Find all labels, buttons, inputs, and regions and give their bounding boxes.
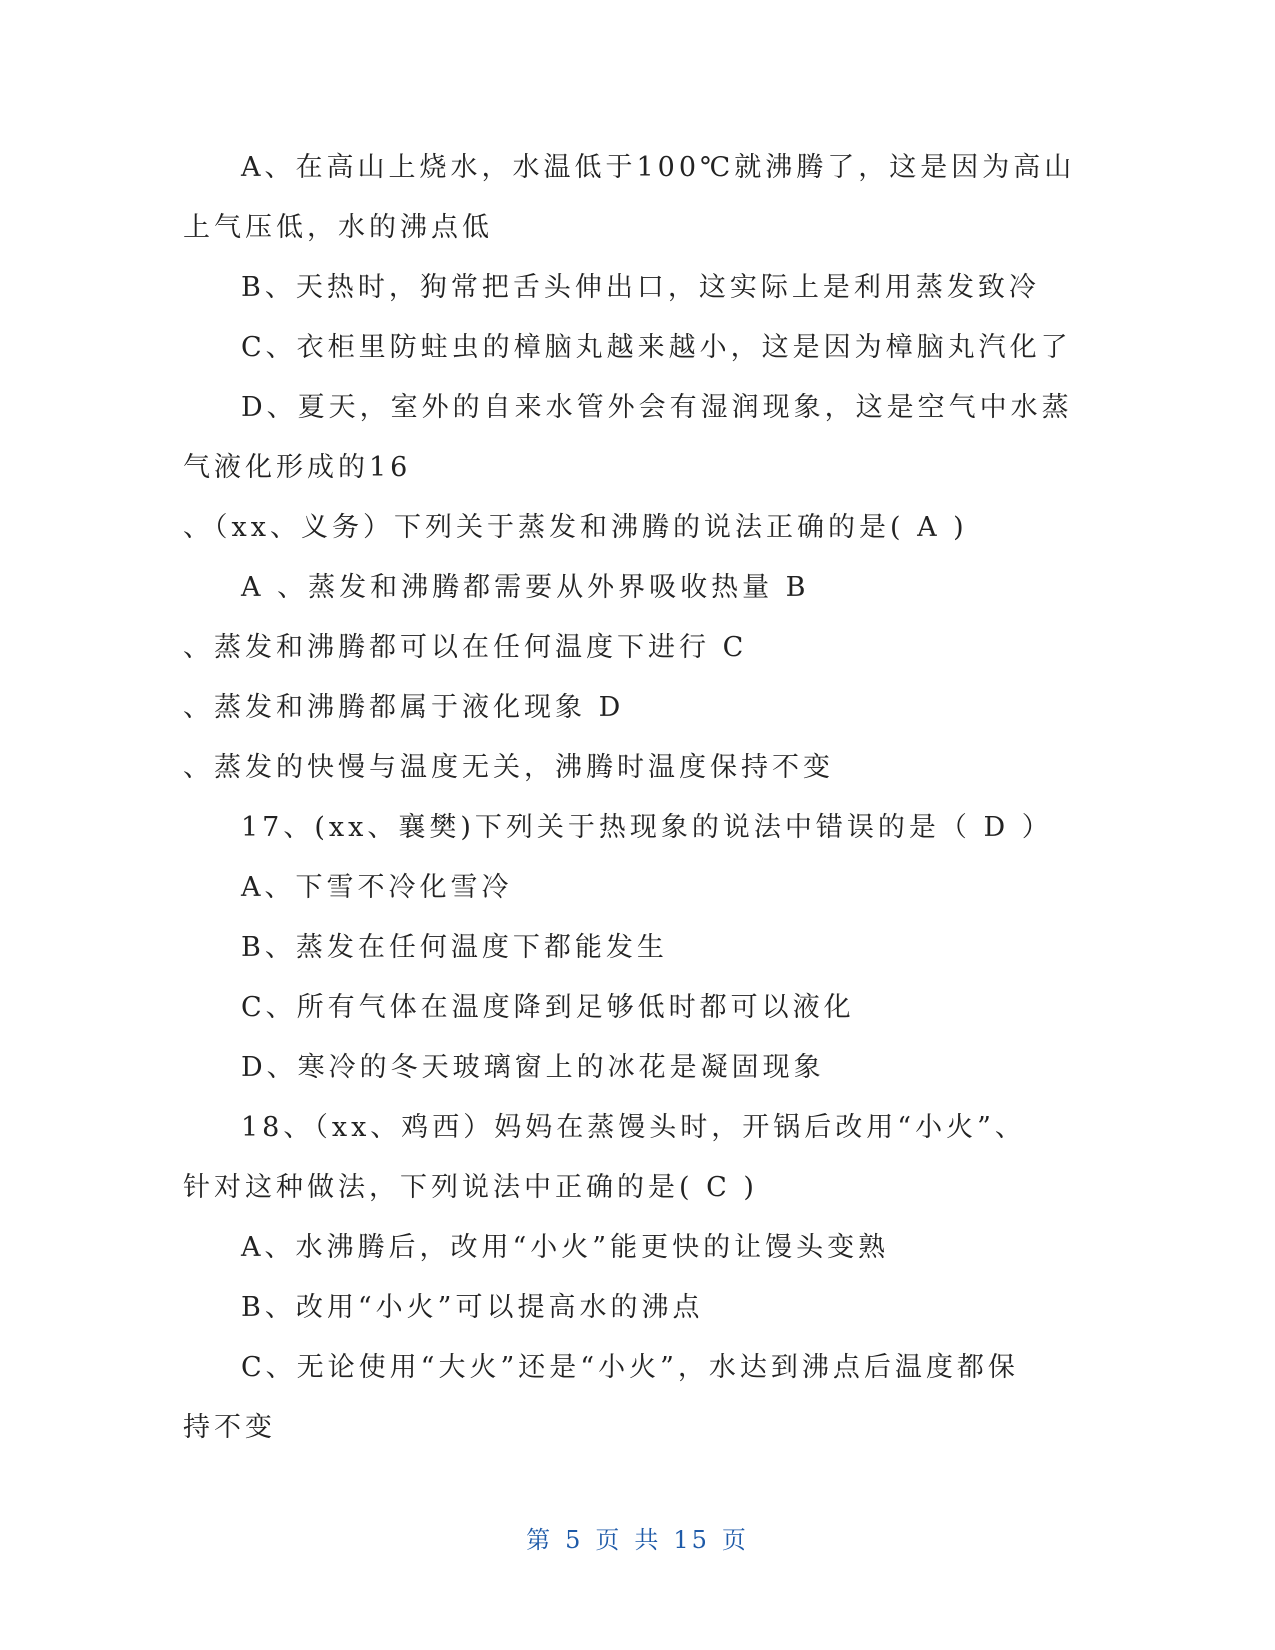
text-line-question-16: 、（xx、义务）下列关于蒸发和沸腾的说法正确的是( A ) — [183, 512, 968, 543]
text-line-option-d-q15: D、夏天，室外的自来水管外会有湿润现象，这是空气中水蒸 — [241, 392, 1073, 423]
text-line-option-a-q18: A、水沸腾后，改用“小火”能更快的让馒头变熟 — [241, 1232, 890, 1263]
text-line-option-b-q18: B、改用“小火”可以提高水的沸点 — [241, 1292, 704, 1323]
text-line-option-b-q17: B、蒸发在任何温度下都能发生 — [241, 932, 668, 963]
page-footer — [0, 1520, 1275, 1555]
footer-total-pages: 15 — [673, 1526, 710, 1554]
footer-total-word: 页 — [721, 1526, 749, 1554]
text-line-option-d-q17: D、寒冷的冬天玻璃窗上的冰花是凝固现象 — [241, 1052, 825, 1083]
text-line-option-b-q15: B、天热时，狗常把舌头伸出口，这实际上是利用蒸发致冷 — [241, 272, 1040, 303]
text-line-question-17: 17、(xx、襄樊)下列关于热现象的说法中错误的是（ D ） — [241, 812, 1053, 843]
text-line-option-b-q16: 、蒸发和沸腾都可以在任何温度下进行 C — [183, 632, 748, 663]
text-line-option-c-q17: C、所有气体在温度降到足够低时都可以液化 — [241, 992, 855, 1023]
text-line-option-a-q16: A 、蒸发和沸腾都需要从外界吸收热量 B — [241, 572, 810, 603]
text-line-option-d-q15-cont: 气液化形成的16 — [183, 452, 412, 483]
text-line-option-c-q16: 、蒸发和沸腾都属于液化现象 D — [183, 692, 625, 723]
footer-total-label: 共 — [634, 1526, 662, 1554]
text-line-option-c-q18-cont: 持不变 — [183, 1412, 276, 1443]
text-line-option-a-q15: A、在高山上烧水，水温低于100℃就沸腾了，这是因为高山 — [241, 152, 1076, 183]
text-line-question-18: 18、（xx、鸡西）妈妈在蒸馒头时，开锅后改用“小火”、 — [241, 1112, 1026, 1143]
text-line-option-a-q15-cont: 上气压低，水的沸点低 — [183, 212, 493, 243]
text-line-option-d-q16: 、蒸发的快慢与温度无关，沸腾时温度保持不变 — [183, 752, 834, 783]
text-line-question-18-cont: 针对这种做法，下列说法中正确的是( C ) — [183, 1172, 758, 1203]
text-line-option-c-q15: C、衣柜里防蛀虫的樟脑丸越来越小，这是因为樟脑丸汽化了 — [241, 332, 1072, 363]
text-line-option-a-q17: A、下雪不冷化雪冷 — [241, 872, 513, 903]
footer-page-label: 第 — [526, 1526, 554, 1554]
footer-page-word: 页 — [595, 1526, 623, 1554]
text-line-option-c-q18: C、无论使用“大火”还是“小火”，水达到沸点后温度都保 — [241, 1352, 1019, 1383]
document-body — [183, 138, 1076, 1458]
footer-page-number: 5 — [565, 1526, 584, 1554]
